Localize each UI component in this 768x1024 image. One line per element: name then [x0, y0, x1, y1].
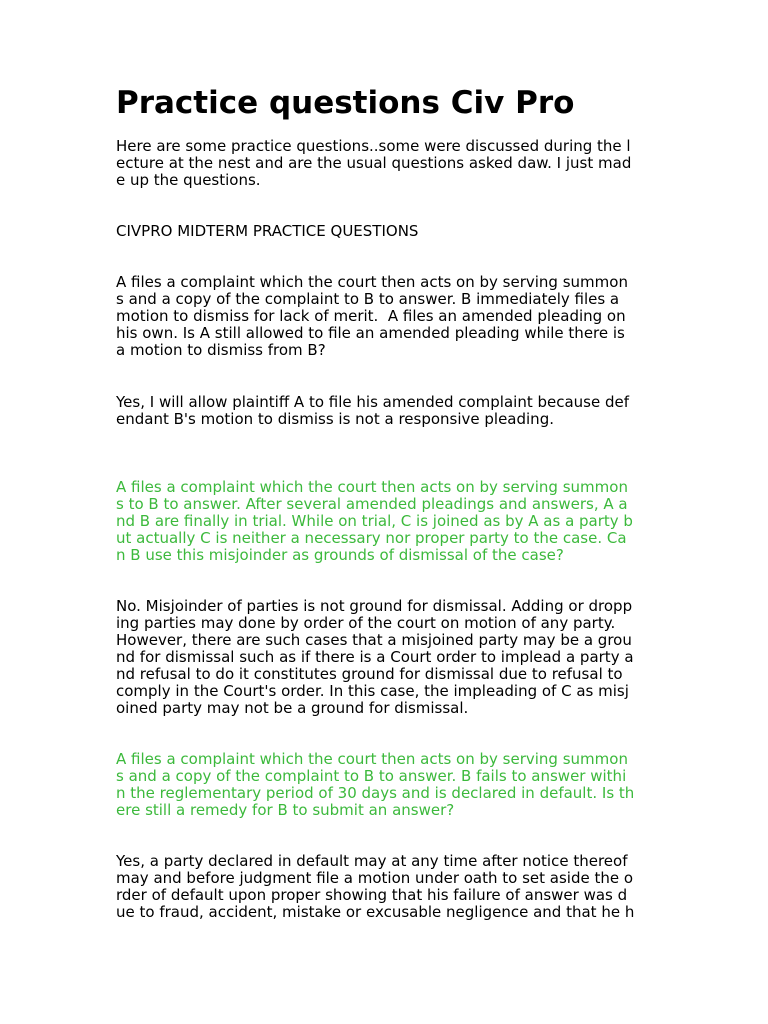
question-1-line: a motion to dismiss from B?	[116, 341, 326, 359]
question-1-line: motion to dismiss for lack of merit. A files an amended pleading on	[116, 307, 626, 325]
question-3-line: s and a copy of the complaint to B to answer. B fails to answer withi	[116, 767, 627, 785]
answer-1-line: endant B's motion to dismiss is not a responsive pleading.	[116, 410, 554, 428]
answer-2-line: No. Misjoinder of parties is not ground for dismissal. Adding or dropp	[116, 597, 633, 615]
section-heading: CIVPRO MIDTERM PRACTICE QUESTIONS	[116, 222, 419, 240]
question-2-line: s to B to answer. After several amended pleadings and answers, A a	[116, 495, 628, 513]
answer-2-line: However, there are such cases that a misjoined party may be a grou	[116, 631, 632, 649]
question-1-line: A files a complaint which the court then acts on by serving summon	[116, 273, 628, 291]
answer-2-line: nd for dismissal such as if there is a Court order to implead a party a	[116, 648, 634, 666]
answer-3-line: may and before judgment file a motion under oath to set aside the o	[116, 869, 634, 887]
answer-2-line: comply in the Court's order. In this case, the impleading of C as misj	[116, 682, 629, 700]
question-2-line: n B use this misjoinder as grounds of dismissal of the case?	[116, 546, 564, 564]
answer-2-line: oined party may not be a ground for dismissal.	[116, 699, 469, 717]
answer-3-line: rder of default upon proper showing that his failure of answer was d	[116, 886, 628, 904]
intro-line: Here are some practice questions..some were discussed during the l	[116, 137, 631, 155]
question-2-line: nd B are finally in trial. While on trial, C is joined as by A as a party b	[116, 512, 633, 530]
page-title: Practice questions Civ Pro	[116, 85, 575, 121]
answer-2-line: nd refusal to do it constitutes ground for dismissal due to refusal to	[116, 665, 623, 683]
question-2-line: A files a complaint which the court then acts on by serving summon	[116, 478, 628, 496]
answer-3-line: Yes, a party declared in default may at any time after notice thereof	[116, 852, 628, 870]
answer-3-line: ue to fraud, accident, mistake or excusable negligence and that he h	[116, 903, 635, 921]
answer-2-line: ing parties may done by order of the court on motion of any party.	[116, 614, 616, 632]
question-1-line: his own. Is A still allowed to file an amended pleading while there is	[116, 324, 625, 342]
question-3-line: ere still a remedy for B to submit an answer?	[116, 801, 455, 819]
question-3-line: A files a complaint which the court then acts on by serving summon	[116, 750, 628, 768]
question-3-line: n the reglementary period of 30 days and is declared in default. Is th	[116, 784, 635, 802]
question-1-line: s and a copy of the complaint to B to answer. B immediately files a	[116, 290, 620, 308]
question-2-line: ut actually C is neither a necessary nor proper party to the case. Ca	[116, 529, 627, 547]
intro-line: ecture at the nest and are the usual questions asked daw. I just mad	[116, 154, 632, 172]
intro-line: e up the questions.	[116, 171, 261, 189]
answer-1-line: Yes, I will allow plaintiff A to file his amended complaint because def	[116, 393, 630, 411]
